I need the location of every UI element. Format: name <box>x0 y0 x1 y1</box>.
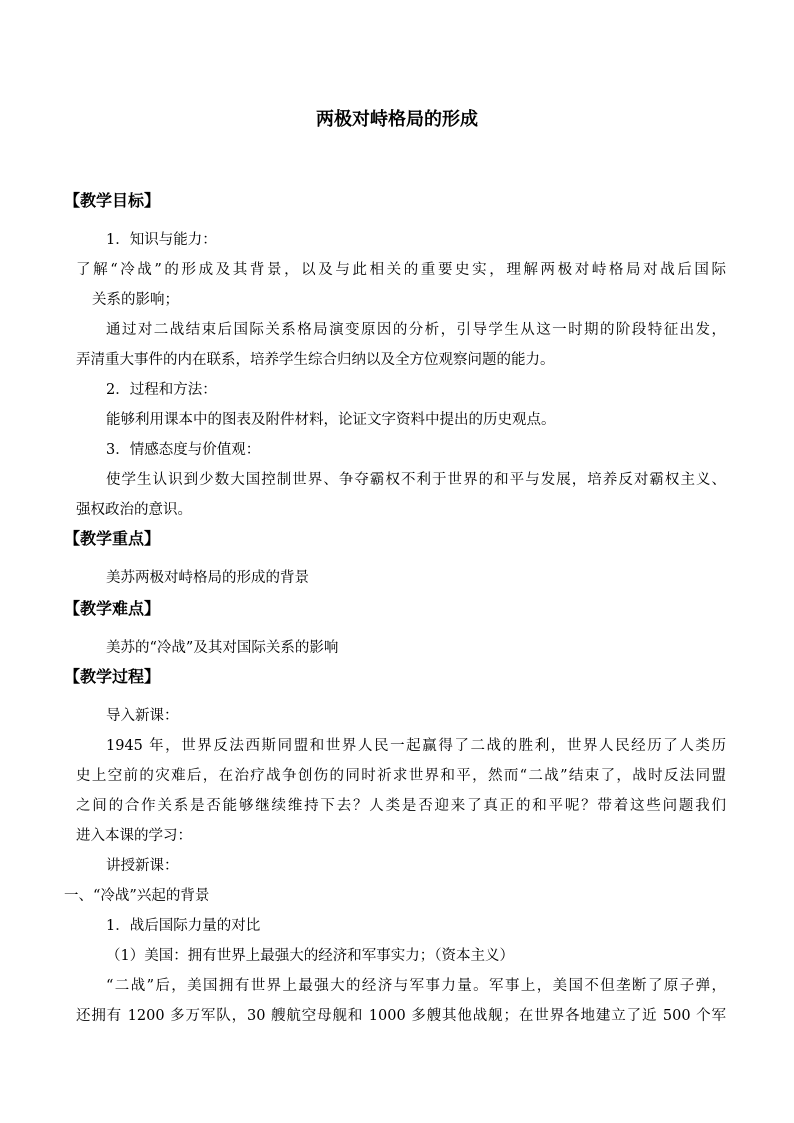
section-heading-objectives: 【教学目标】 <box>64 191 161 210</box>
paragraph-line: 使学生认识到少数大国控制世界、争夺霸权不利于世界的和平与发展，培养反对霸权主义、 <box>106 472 726 488</box>
paragraph-line: （1）美国：拥有世界上最强大的经济和军事实力；（资本主义） <box>106 948 514 964</box>
paragraph-line: 之间的合作关系是否能够继续维持下去？人类是否迎来了真正的和平呢？带着这些问题我们 <box>76 798 726 814</box>
paragraph-line: 1945 年，世界反法西斯同盟和世界人民一起赢得了二战的胜利，世界人民经历了人类历 <box>106 738 726 754</box>
paragraph-line: “二战”后，美国拥有世界上最强大的经济与军事力量。军事上，美国不但垄断了原子弹， <box>106 978 726 994</box>
paragraph-line: 美苏的“冷战”及其对国际关系的影响 <box>106 640 339 656</box>
paragraph-line: 导入新课： <box>106 708 179 724</box>
paragraph-line: 还拥有 1200 多万军队，30 艘航空母舰和 1000 多艘其他战舰；在世界各地建立了近 500 个军 <box>76 1008 726 1024</box>
subsection-heading: 一、“冷战”兴起的背景 <box>64 888 210 904</box>
paragraph-line: 弄清重大事件的内在联系，培养学生综合归纳以及全方位观察问题的能力。 <box>76 352 555 368</box>
paragraph-line: 了解“冷战”的形成及其背景，以及与此相关的重要史实，理解两极对峙格局对战后国际 <box>76 262 726 278</box>
paragraph-line: 美苏两极对峙格局的形成的背景 <box>106 570 309 586</box>
section-heading-difficulties: 【教学难点】 <box>64 599 161 618</box>
paragraph-line: 强权政治的意识。 <box>76 502 192 518</box>
paragraph-line: 史上空前的灾难后，在治疗战争创伤的同时祈求世界和平，然而“二战”结束了，战时反法同盟 <box>76 768 726 784</box>
paragraph-line: 1．战后国际力量的对比 <box>106 918 261 934</box>
paragraph-line: 1．知识与能力： <box>106 232 217 248</box>
paragraph-line: 讲授新课： <box>106 858 179 874</box>
page-title: 两极对峙格局的形成 <box>316 109 478 130</box>
paragraph-line: 通过对二战结束后国际关系格局演变原因的分析，引导学生从这一时期的阶段特征出发， <box>106 322 726 338</box>
paragraph-line: 3．情感态度与价值观： <box>106 442 261 458</box>
section-heading-key-points: 【教学重点】 <box>64 529 161 548</box>
paragraph-line: 能够利用课本中的图表及附件材料，论证文字资料中提出的历史观点。 <box>106 412 556 428</box>
paragraph-line: 2．过程和方法： <box>106 382 217 398</box>
paragraph-line: 关系的影响； <box>92 292 179 308</box>
section-heading-process: 【教学过程】 <box>64 667 161 686</box>
paragraph-line: 进入本课的学习： <box>76 828 192 844</box>
